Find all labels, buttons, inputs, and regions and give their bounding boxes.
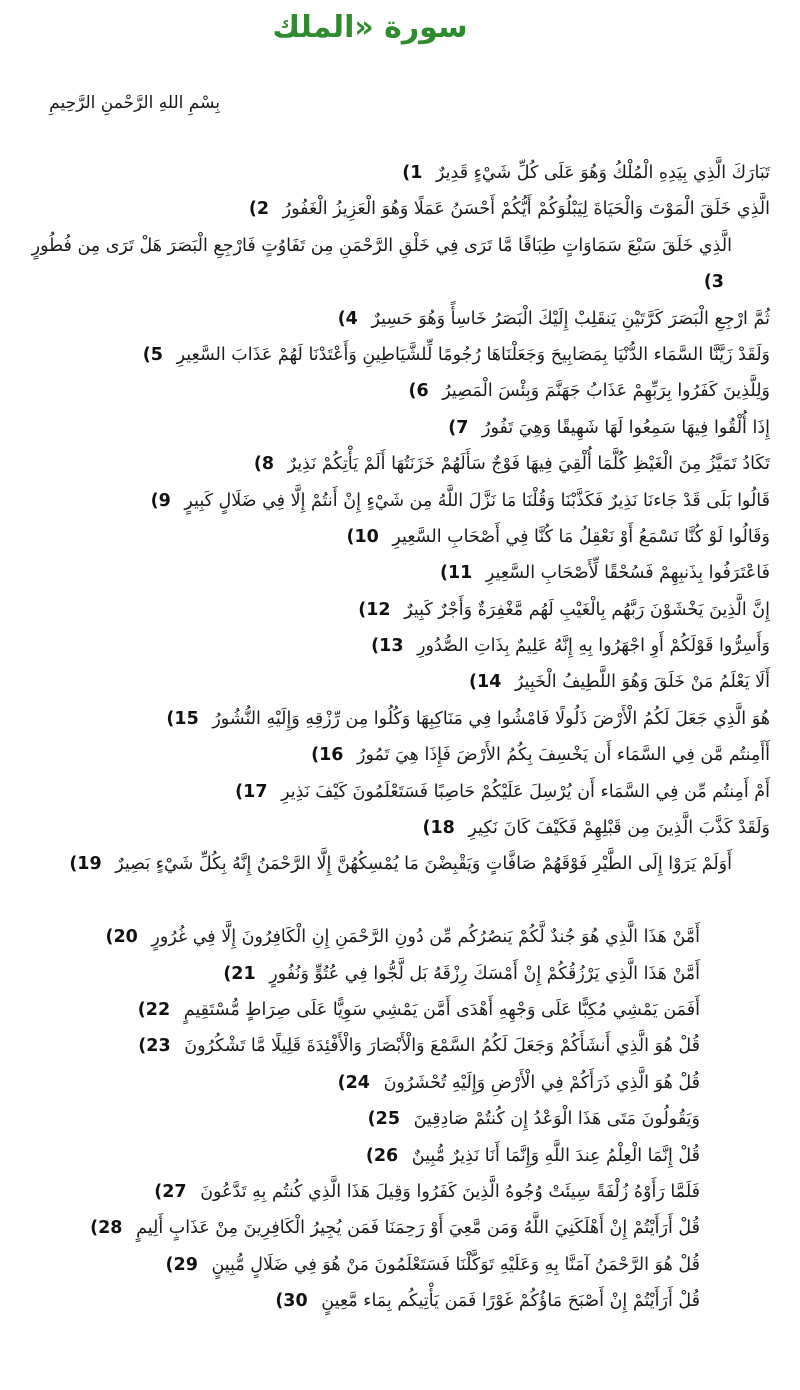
verse-number: (4 bbox=[337, 308, 358, 329]
verse-text: أَمْ أَمِنتُم مِّن فِي السَّمَاء أَن يُرْسِلَ عَلَيْكُمْ حَاصِبًا فَسَتَعْلَمُونَ كَيْفَ نَذِيرِ bbox=[281, 781, 770, 802]
verse-number: (8 bbox=[253, 454, 275, 475]
verse-text: إِذَا أُلْقُوا فِيهَا سَمِعُوا لَهَا شَهِيقًا وَهِيَ تَفُورُ bbox=[482, 417, 770, 438]
verse-row bbox=[0, 1283, 800, 1319]
verse-text: إِنَّ الَّذِينَ يَخْشَوْنَ رَبَّهُم بِالْغَيْبِ لَهُم مَّغْفِرَةٌ وَأَجْرٌ كَبِيرٌ bbox=[404, 599, 770, 620]
verse-number: (15 bbox=[166, 708, 199, 729]
verse-row bbox=[0, 664, 800, 700]
verse-row bbox=[0, 337, 800, 373]
verse-row bbox=[0, 1028, 800, 1064]
verse-row bbox=[0, 555, 800, 591]
verse-text: وَلَقَدْ زَيَّنَّا السَّمَاء الدُّنْيَا بِمَصَابِيحَ وَجَعَلْنَاهَا رُجُومًا لِّلشَّيَاطِينِ وَأَعْتَدْنَا لَهُمْ عَذَابَ السَّعِيرِ bbox=[176, 344, 770, 365]
verse-number: (11 bbox=[439, 563, 473, 584]
verse-number: (6 bbox=[408, 381, 429, 402]
verse-number: (24 bbox=[337, 1072, 370, 1093]
verse-text: وَأَسِرُّوا قَوْلَكُمْ أَوِ اجْهَرُوا بِهِ إِنَّهُ عَلِيمٌ بِذَاتِ الصُّدُورِ bbox=[417, 636, 770, 657]
verse-row bbox=[0, 373, 800, 409]
verse-number: (22 bbox=[137, 1000, 171, 1021]
verse-text: قُلْ أَرَأَيْتُمْ إِنْ أَصْبَحَ مَاؤُكُمْ غَوْرًا فَمَن يَأْتِيكُم بِمَاء مَّعِينٍ bbox=[321, 1291, 700, 1312]
verse-number: (21 bbox=[223, 963, 256, 984]
verse-number: (13 bbox=[371, 636, 404, 657]
verse-row bbox=[0, 810, 800, 846]
verse-text: قُلْ هُوَ الَّذِي أَنشَأَكُمْ وَجَعَلَ لَكُمُ السَّمْعَ وَالْأَبْصَارَ وَالْأَفْئِدَةَ قَلِيلًا مَّا تَشْكُرُونَ bbox=[184, 1036, 700, 1057]
verse-text: قَالُوا بَلَى قَدْ جَاءنَا نَذِيرٌ فَكَذَّبْنَا وَقُلْنَا مَا نَزَّلَ اللَّهُ مِن شَيْءٍ إِنْ أَنتُمْ إِلَّا فِي ضَلَالٍ كَبِيرٍ bbox=[184, 490, 770, 511]
verse-text: وَقَالُوا لَوْ كُنَّا نَسْمَعُ أَوْ نَعْقِلُ مَا كُنَّا فِي أَصْحَابِ السَّعِيرِ bbox=[392, 526, 770, 547]
verse-text: قُلْ إِنَّمَا الْعِلْمُ عِندَ اللَّهِ وَإِنَّمَا أَنَا نَذِيرٌ مُّبِينٌ bbox=[411, 1145, 700, 1166]
verse-row bbox=[0, 737, 800, 773]
verse-number: (9 bbox=[150, 490, 171, 511]
verse-text: أَأَمِنتُم مَّن فِي السَّمَاء أَن يَخْسِفَ بِكُمُ الأَرْضَ فَإِذَا هِيَ تَمُورُ bbox=[357, 745, 770, 766]
verse-number: (17 bbox=[235, 781, 268, 802]
verse-number: (7 bbox=[448, 417, 469, 438]
verse-number: (20 bbox=[105, 927, 138, 948]
verse-text: قُلْ هُوَ الرَّحْمَنُ آمَنَّا بِهِ وَعَلَيْهِ تَوَكَّلْنَا فَسَتَعْلَمُونَ مَنْ هُوَ فِي ضَلَالٍ مُّبِينٍ bbox=[211, 1254, 700, 1275]
verse-number: (30 bbox=[275, 1291, 308, 1312]
verse-row bbox=[0, 410, 800, 446]
verse-text: تَكَادُ تَمَيَّزُ مِنَ الْغَيْظِ كُلَّمَا أُلْقِيَ فِيهَا فَوْجٌ سَأَلَهُمْ خَزَنَتُهَا أَلَمْ يَأْتِكُمْ نَذِيرٌ bbox=[287, 454, 770, 475]
verse-number: (14 bbox=[469, 672, 502, 693]
verse-list bbox=[0, 155, 800, 1320]
basmala: بِسْمِ اللهِ الرَّحْمنِ الرَّحِيمِ bbox=[49, 93, 220, 113]
verse-row bbox=[0, 774, 800, 810]
verse-text: فَاعْتَرَفُوا بِذَنبِهِمْ فَسُحْقًا لِّأَصْحَابِ السَّعِيرِ bbox=[485, 563, 770, 584]
verse-text: أَفَمَن يَمْشِي مُكِبًّا عَلَى وَجْهِهِ أَهْدَى أَمَّن يَمْشِي سَوِيًّا عَلَى صِرَاطٍ مُّسْتَقِيمٍ bbox=[183, 1000, 700, 1021]
verse-text: وَلَقَدْ كَذَّبَ الَّذِينَ مِن قَبْلِهِمْ فَكَيْفَ كَانَ نَكِيرِ bbox=[468, 818, 770, 839]
verse-number: (5 bbox=[142, 344, 163, 365]
verse-text: الَّذِي خَلَقَ الْمَوْتَ وَالْحَيَاةَ لِيَبْلُوَكُمْ أَيُّكُمْ أَحْسَنُ عَمَلًا وَهُوَ الْعَزِيزُ الْغَفُورُ bbox=[282, 199, 770, 220]
verse-number: (12 bbox=[358, 599, 391, 620]
verse-text: قُلْ أَرَأَيْتُمْ إِنْ أَهْلَكَنِيَ اللَّهُ وَمَن مَّعِيَ أَوْ رَحِمَنَا فَمَن يُجِيرُ الْكَافِرِينَ مِنْ عَذَابٍ أَلِيمٍ bbox=[136, 1218, 700, 1239]
verse-row bbox=[0, 628, 800, 664]
verse-row bbox=[0, 301, 800, 337]
page-title: سورة «الملك bbox=[272, 10, 468, 45]
verse-number: (3 bbox=[703, 272, 724, 293]
verse-number: (18 bbox=[422, 818, 455, 839]
verse-number: (26 bbox=[365, 1145, 399, 1166]
verse-text: فَلَمَّا رَأَوْهُ زُلْفَةً سِيئَتْ وُجُوهُ الَّذِينَ كَفَرُوا وَقِيلَ هَذَا الَّذِي كُنتُم بِهِ تَدَّعُونَ bbox=[200, 1181, 700, 1202]
verse-row bbox=[0, 228, 800, 301]
verse-row bbox=[0, 1210, 800, 1246]
verse-number: (29 bbox=[165, 1254, 198, 1275]
verse-number: (27 bbox=[154, 1181, 187, 1202]
verse-number: (2 bbox=[248, 199, 270, 220]
verse-text: هُوَ الَّذِي جَعَلَ لَكُمُ الْأَرْضَ ذَلُولًا فَامْشُوا فِي مَنَاكِبِهَا وَكُلُوا مِن رِّزْقِهِ وَإِلَيْهِ النُّشُورُ bbox=[212, 708, 770, 729]
verse-text: وَيَقُولُونَ مَتَى هَذَا الْوَعْدُ إِن كُنتُمْ صَادِقِينَ bbox=[413, 1109, 700, 1130]
verse-text: تَبَارَكَ الَّذِي بِيَدِهِ الْمُلْكُ وَهُوَ عَلَى كُلِّ شَيْءٍ قَدِيرٌ bbox=[436, 163, 770, 183]
verse-number: (19 bbox=[69, 854, 102, 875]
verse-number: (25 bbox=[367, 1109, 401, 1130]
verse-text: الَّذِي خَلَقَ سَبْعَ سَمَاوَاتٍ طِبَاقًا مَّا تَرَى فِي خَلْقِ الرَّحْمَنِ مِن تَفَاوُتٍ فَارْجِعِ الْبَصَرَ هَلْ تَرَى مِن فُطُورٍ bbox=[31, 235, 732, 256]
verse-row bbox=[0, 1247, 800, 1283]
verse-number: (1 bbox=[402, 163, 423, 183]
verse-row bbox=[0, 446, 800, 482]
verse-row bbox=[0, 992, 800, 1028]
verse-row bbox=[0, 155, 800, 191]
verse-number: (28 bbox=[90, 1218, 123, 1239]
verse-row bbox=[0, 701, 800, 737]
verse-row bbox=[0, 919, 800, 955]
verse-number: (16 bbox=[311, 745, 344, 766]
verse-row bbox=[0, 191, 800, 227]
verse-text: ثُمَّ ارْجِعِ الْبَصَرَ كَرَّتَيْنِ يَنقَلِبْ إِلَيْكَ الْبَصَرُ خَاسِأً وَهُوَ حَسِيرٌ bbox=[371, 308, 770, 329]
verse-row bbox=[0, 1101, 800, 1137]
verse-row bbox=[0, 1065, 800, 1101]
verse-text: أَوَلَمْ يَرَوْا إِلَى الطَّيْرِ فَوْقَهُمْ صَافَّاتٍ وَيَقْبِضْنَ مَا يُمْسِكُهُنَّ إِلَّا الرَّحْمَنُ إِنَّهُ بِكُلِّ شَيْءٍ بَصِيرٌ bbox=[115, 854, 732, 875]
verse-text: قُلْ هُوَ الَّذِي ذَرَأَكُمْ فِي الْأَرْضِ وَإِلَيْهِ تُحْشَرُونَ bbox=[383, 1072, 700, 1093]
verse-row bbox=[0, 1138, 800, 1174]
verse-row bbox=[0, 1174, 800, 1210]
verse-text: أَمَّنْ هَذَا الَّذِي يَرْزُقُكُمْ إِنْ أَمْسَكَ رِزْقَهُ بَل لَّجُّوا فِي عُتُوٍّ وَنُفُورٍ bbox=[269, 963, 700, 984]
verse-row bbox=[0, 519, 800, 555]
verse-row bbox=[0, 846, 800, 919]
verse-number: (10 bbox=[346, 526, 379, 547]
verse-text: أَمَّنْ هَذَا الَّذِي هُوَ جُندٌ لَّكُمْ يَنصُرُكُم مِّن دُونِ الرَّحْمَنِ إِنِ الْكَافِرُونَ إِلَّا فِي غُرُورٍ bbox=[151, 927, 700, 948]
verse-row bbox=[0, 956, 800, 992]
verse-text: وَلِلَّذِينَ كَفَرُوا بِرَبِّهِمْ عَذَابُ جَهَنَّمَ وَبِئْسَ الْمَصِيرُ bbox=[442, 381, 770, 402]
verse-row bbox=[0, 483, 800, 519]
verse-number: (23 bbox=[138, 1036, 171, 1057]
verse-row bbox=[0, 592, 800, 628]
verse-text: أَلَا يَعْلَمُ مَنْ خَلَقَ وَهُوَ اللَّطِيفُ الْخَبِيرُ bbox=[514, 672, 770, 693]
